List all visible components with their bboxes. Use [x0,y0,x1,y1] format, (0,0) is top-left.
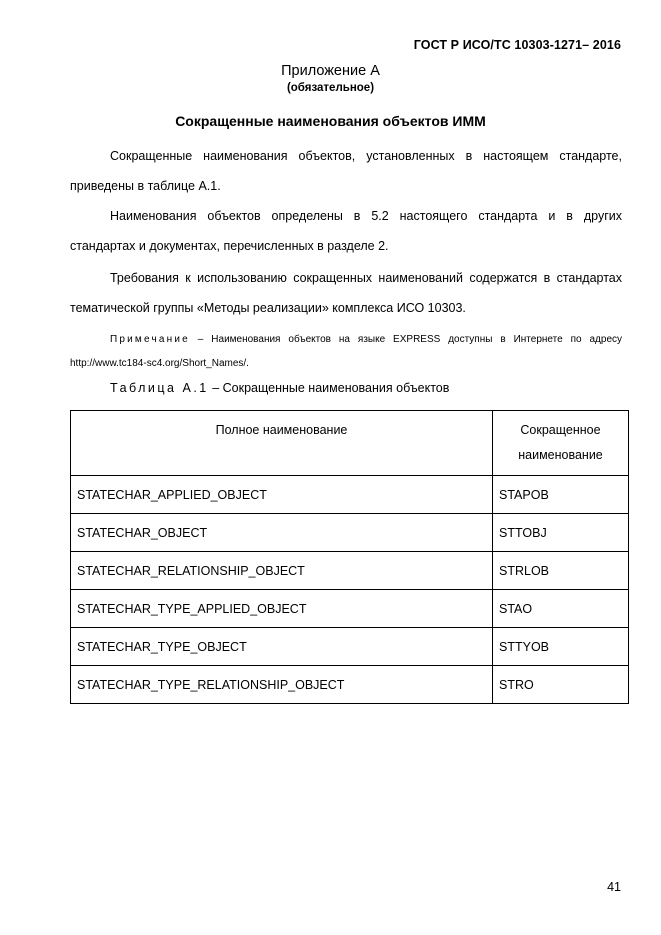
short-name-cell: STAPOB [493,476,629,514]
table-row [71,666,629,704]
table-row [71,476,629,514]
table-header-row [71,411,629,476]
annex-status: (обязательное) [286,82,375,94]
short-name-cell: STTYOB [493,628,629,666]
note-text: – Наименования объектов на языке EXPRESS доступны в Интернете по адресу http://www.tc184-sc4.org/Short_Names/. [70,334,622,369]
page-number: 41 [607,880,621,894]
abbreviations-table [70,410,629,704]
full-name-cell: STATECHAR_TYPE_APPLIED_OBJECT [71,590,493,628]
table-caption-text: – Сокращенные наименования объектов [208,381,450,395]
annex-title: Приложение А [281,63,380,79]
paragraph-3: Требования к использованию сокращенных наименований содержатся в стандартах тематической группы «Методы реализации» комплекса ИСО 10303. [70,271,622,315]
full-name-cell: STATECHAR_TYPE_RELATIONSHIP_OBJECT [71,666,493,704]
paragraph-1: Сокращенные наименования объектов, установленных в настоящем стандарте, приведены в таблице А.1. [70,149,622,193]
note-label: Примечание [110,334,190,345]
table-caption [110,381,449,395]
short-name-cell: STAO [493,590,629,628]
table-row [71,514,629,552]
short-name-cell: STTOBJ [493,514,629,552]
table-caption-label: Таблица А.1 [110,381,209,395]
full-name-cell: STATECHAR_RELATIONSHIP_OBJECT [71,552,493,590]
short-name-cell: STRLOB [493,552,629,590]
note [70,328,622,376]
table-row [71,590,629,628]
short-name-cell: STRO [493,666,629,704]
table-row [71,552,629,590]
header-full-name: Полное наименование [71,411,493,476]
full-name-cell: STATECHAR_OBJECT [71,514,493,552]
full-name-cell: STATECHAR_TYPE_OBJECT [71,628,493,666]
section-title: Сокращенные наименования объектов ИММ [175,113,486,129]
header-short-name: Сокращенное наименование [493,411,629,476]
paragraph-2: Наименования объектов определены в 5.2 настоящего стандарта и в других стандартах и документах, перечисленных в разделе 2. [70,209,622,253]
standard-code: ГОСТ Р ИСО/ТС 10303-1271– 2016 [413,38,621,52]
full-name-cell: STATECHAR_APPLIED_OBJECT [71,476,493,514]
table-row [71,628,629,666]
